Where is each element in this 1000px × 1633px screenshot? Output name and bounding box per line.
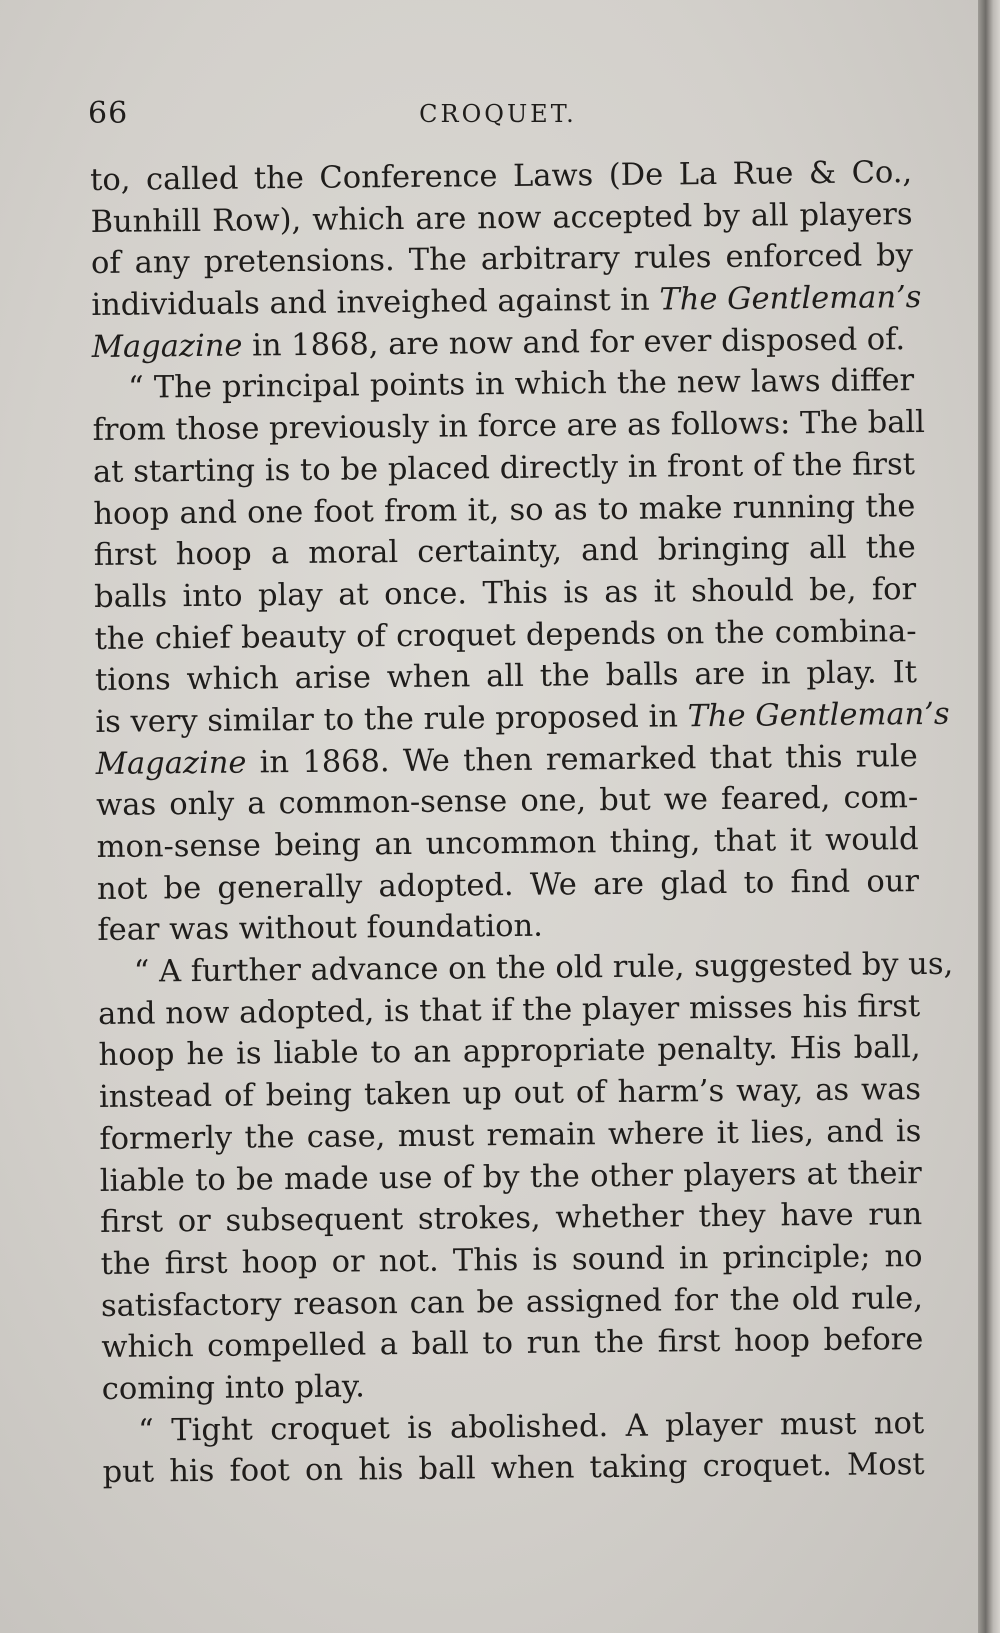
text-line: at starting is to be placed directly in front of the first [92, 446, 916, 490]
text-line: from those previously in force are as follows: The ball [92, 405, 926, 449]
running-title: CROQUET. [419, 100, 577, 128]
text-line: to, called the Conference Laws (De La Rue & Co., [90, 155, 913, 198]
text-line: which compelled a ball to run the first hoop before [101, 1322, 924, 1366]
text-line: “ The principal points in which the new laws differ [128, 363, 915, 407]
text-line: the chief beauty of croquet depends on the combina- [94, 613, 917, 657]
text-line: individuals and inveighed against in The Gentleman’s [91, 280, 922, 324]
text-line: formerly the case, must remain where it lies, and is [99, 1113, 922, 1157]
text-line: Bunhill Row), which are now accepted by all players [90, 196, 913, 240]
text-line: “ A further advance on the old rule, suggested by us, [133, 946, 954, 990]
page-edge-shadow [978, 0, 1000, 1633]
text-line: satisfactory reason can be assigned for the old rule, [100, 1280, 924, 1324]
text-line: Magazine in 1868, are now and for ever disposed of. [91, 321, 906, 365]
italic-title: The Gentleman’s [659, 280, 922, 318]
text-line: balls into play at once. This is as it should be, for [94, 571, 917, 615]
text-line: tions which arise when all the balls are in play. It [94, 655, 918, 699]
text-line: first or subsequent strokes, whether they have run [100, 1197, 923, 1241]
italic-title: Magazine [95, 745, 247, 782]
text-line: hoop and one foot from it, so as to make running the [93, 488, 916, 532]
italic-title: Magazine [91, 328, 243, 365]
text-line: was only a common-sense one, but we feared, com- [96, 780, 919, 824]
text-line: and now adopted, is that if the player misses his first [98, 988, 921, 1032]
text-line: put his foot on his ball when taking croquet. Most [102, 1447, 925, 1491]
italic-title: The Gentleman’s [687, 696, 950, 735]
running-head [88, 96, 908, 136]
text-line: the first hoop or not. This is sound in principle; no [100, 1238, 923, 1282]
text-line: coming into play. [101, 1369, 366, 1407]
text-line: fear was without foundation. [97, 909, 544, 949]
text-line: first hoop a moral certainty, and bringing all the [93, 530, 916, 574]
body-text [90, 152, 954, 1494]
text-line: “ Tight croquet is abolished. A player must not [138, 1405, 925, 1449]
text-line: mon-sense being an uncommon thing, that it would [96, 822, 919, 865]
text-line: is very similar to the rule proposed in The Gentleman’s [95, 696, 950, 740]
text-line: instead of being taken up out of harm’s way, as was [98, 1072, 922, 1116]
page-number: 66 [88, 96, 129, 131]
text-line: of any pretensions. The arbitrary rules enforced by [90, 238, 914, 282]
text-line: hoop he is liable to an appropriate penalty. His ball, [98, 1030, 921, 1074]
text-line: Magazine in 1868. We then remarked that this rule [95, 738, 918, 782]
text-line: liable to be made use of by the other players at their [99, 1155, 922, 1199]
text-line: not be generally adopted. We are glad to find our [96, 863, 920, 907]
